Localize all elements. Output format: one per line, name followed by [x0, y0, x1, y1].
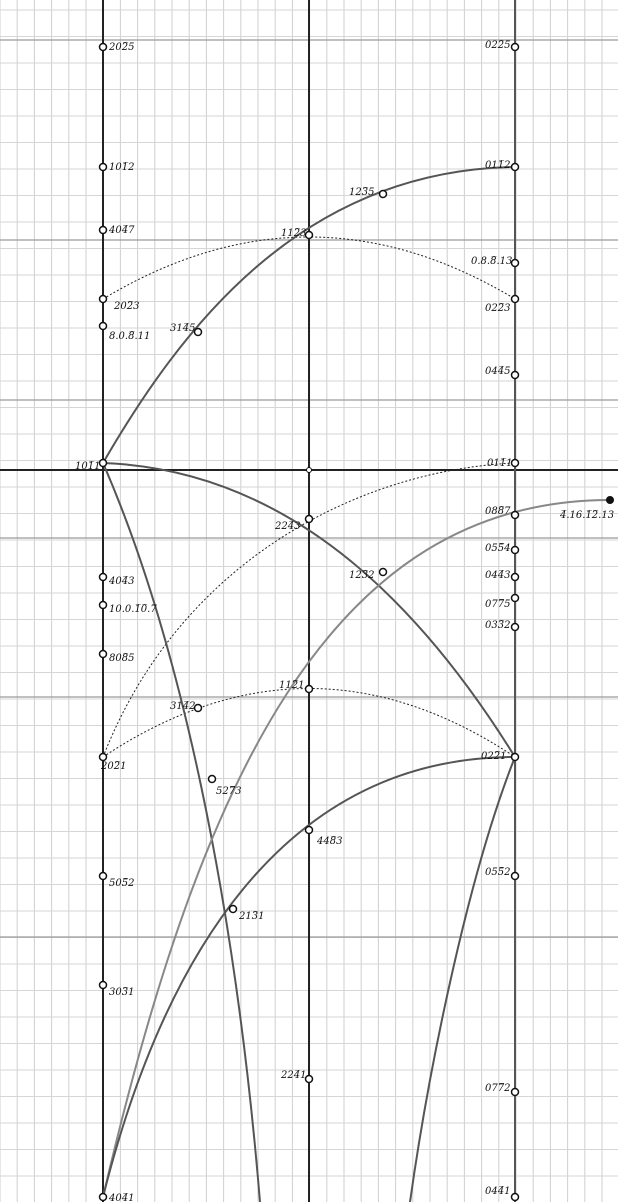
face-point-marker — [512, 574, 519, 581]
face-label: 055̅4 — [485, 543, 511, 554]
face-point — [100, 42, 135, 53]
face-point — [487, 458, 519, 469]
face-point-marker — [512, 624, 519, 631]
face-label: 044̅5 — [485, 366, 511, 377]
face-point — [100, 873, 135, 890]
face-point — [485, 506, 519, 519]
face-point-marker — [380, 569, 387, 576]
face-label: 123̅2 — [349, 570, 375, 581]
face-label: 022̅3 — [485, 303, 511, 314]
extra-point-label: 4̅.16.1̅2̅.13 — [560, 510, 615, 521]
face-point-marker — [100, 982, 107, 989]
face-label: 011̅2 — [485, 160, 511, 171]
face-label: 112̅1 — [279, 680, 305, 691]
face-point — [100, 754, 127, 773]
face-point-marker — [512, 44, 519, 51]
face-point — [485, 160, 519, 171]
face-point-marker — [306, 232, 313, 239]
face-point-marker — [100, 574, 107, 581]
face-label: 8.0.8̅.11 — [109, 331, 151, 342]
face-label: 314̅2 — [170, 701, 196, 712]
face-label: 303̅1 — [109, 987, 135, 998]
face-point-marker — [100, 754, 107, 761]
face-label: 224̅1 — [281, 1070, 307, 1081]
face-point-marker — [512, 547, 519, 554]
face-point — [485, 1083, 519, 1096]
face-point — [306, 827, 343, 848]
face-point-marker — [306, 1076, 313, 1083]
face-label: 055̅2 — [485, 867, 511, 878]
face-label: 10.0.1̅0̅.7 — [109, 604, 157, 615]
face-point — [471, 256, 519, 267]
face-label: 202̅5 — [109, 42, 135, 53]
face-point-marker — [100, 1194, 107, 1201]
face-point — [100, 162, 135, 173]
face-label: 022̅5 — [485, 40, 511, 51]
face-label: 213̅1 — [239, 911, 265, 922]
face-point — [485, 867, 519, 880]
face-point — [485, 620, 519, 631]
zone-curve-steep — [103, 463, 260, 1202]
face-point — [100, 651, 135, 665]
face-point-marker — [512, 754, 519, 761]
face-point — [100, 296, 140, 313]
face-label: 505̅2 — [109, 878, 135, 889]
face-point-marker — [306, 516, 313, 523]
face-point — [170, 323, 202, 336]
face-label: 112̅3 — [281, 228, 307, 239]
face-label: 0.8.8̅.13 — [471, 256, 513, 267]
face-label: 123̅5 — [349, 187, 375, 198]
face-point — [170, 701, 202, 712]
face-point — [100, 982, 135, 999]
face-label: 101̅2 — [109, 162, 135, 173]
face-label: 033̅2 — [485, 620, 511, 631]
face-point — [485, 296, 519, 315]
face-label: 404̅1 — [109, 1193, 135, 1202]
face-label: 224̅3 — [275, 521, 301, 532]
face-point-marker — [512, 512, 519, 519]
face-point — [100, 225, 136, 236]
face-point-marker — [195, 329, 202, 336]
zone-curve-gray — [103, 500, 610, 1197]
face-point-marker — [512, 873, 519, 880]
face-label: 404̅7 — [109, 225, 135, 236]
face-label: 022̅1 — [481, 751, 507, 762]
face-label: 044̅1 — [485, 1186, 511, 1197]
face-point — [485, 570, 519, 581]
face-point — [485, 595, 519, 611]
face-point — [230, 906, 265, 923]
face-point-marker — [380, 191, 387, 198]
face-point-marker — [512, 1089, 519, 1096]
face-point-marker — [512, 1194, 519, 1201]
face-point-marker — [100, 460, 107, 467]
face-point — [100, 574, 135, 588]
face-point — [100, 323, 151, 343]
face-point-marker — [100, 296, 107, 303]
face-label: 314̅5 — [170, 323, 196, 334]
face-point-marker — [306, 686, 313, 693]
face-label: 808̅5 — [109, 653, 135, 664]
face-point-marker — [512, 460, 519, 467]
face-point — [349, 569, 387, 582]
face-point-marker — [100, 227, 107, 234]
face-point-marker — [209, 776, 216, 783]
face-point — [349, 187, 387, 198]
face-label: 448̅3 — [317, 836, 343, 847]
face-point — [485, 40, 519, 51]
face-label: 044̅3 — [485, 570, 511, 581]
face-label: 088̅7 — [485, 506, 511, 517]
face-point — [279, 680, 313, 693]
face-point — [100, 1193, 135, 1202]
face-label: 527̅3 — [216, 786, 242, 797]
face-label: 077̅5 — [485, 599, 511, 610]
face-point-marker — [100, 873, 107, 880]
face-point-marker — [512, 164, 519, 171]
face-point-marker — [100, 651, 107, 658]
face-label: 202̅3 — [114, 301, 140, 312]
face-point-marker — [100, 323, 107, 330]
face-point — [485, 543, 519, 554]
face-point-marker — [100, 164, 107, 171]
face-point-marker — [512, 296, 519, 303]
face-label: 202̅1 — [101, 761, 127, 772]
face-point — [280, 1070, 313, 1083]
face-label: 101̅1 — [75, 461, 101, 472]
face-label: 404̅3 — [109, 576, 135, 587]
face-label: 011̅1 — [487, 458, 513, 469]
face-point-marker — [512, 595, 519, 602]
face-point-marker — [512, 372, 519, 379]
face-point — [485, 1186, 519, 1201]
face-point-marker — [100, 602, 107, 609]
extra-point-marker — [607, 497, 614, 504]
face-point-marker — [100, 44, 107, 51]
face-point — [100, 602, 158, 616]
face-point-marker — [230, 906, 237, 913]
face-point — [485, 366, 519, 379]
face-point-marker — [306, 827, 313, 834]
origin-marker — [307, 468, 312, 473]
face-point-marker — [195, 705, 202, 712]
face-point-marker — [512, 260, 519, 267]
face-label: 077̅2 — [485, 1083, 511, 1094]
